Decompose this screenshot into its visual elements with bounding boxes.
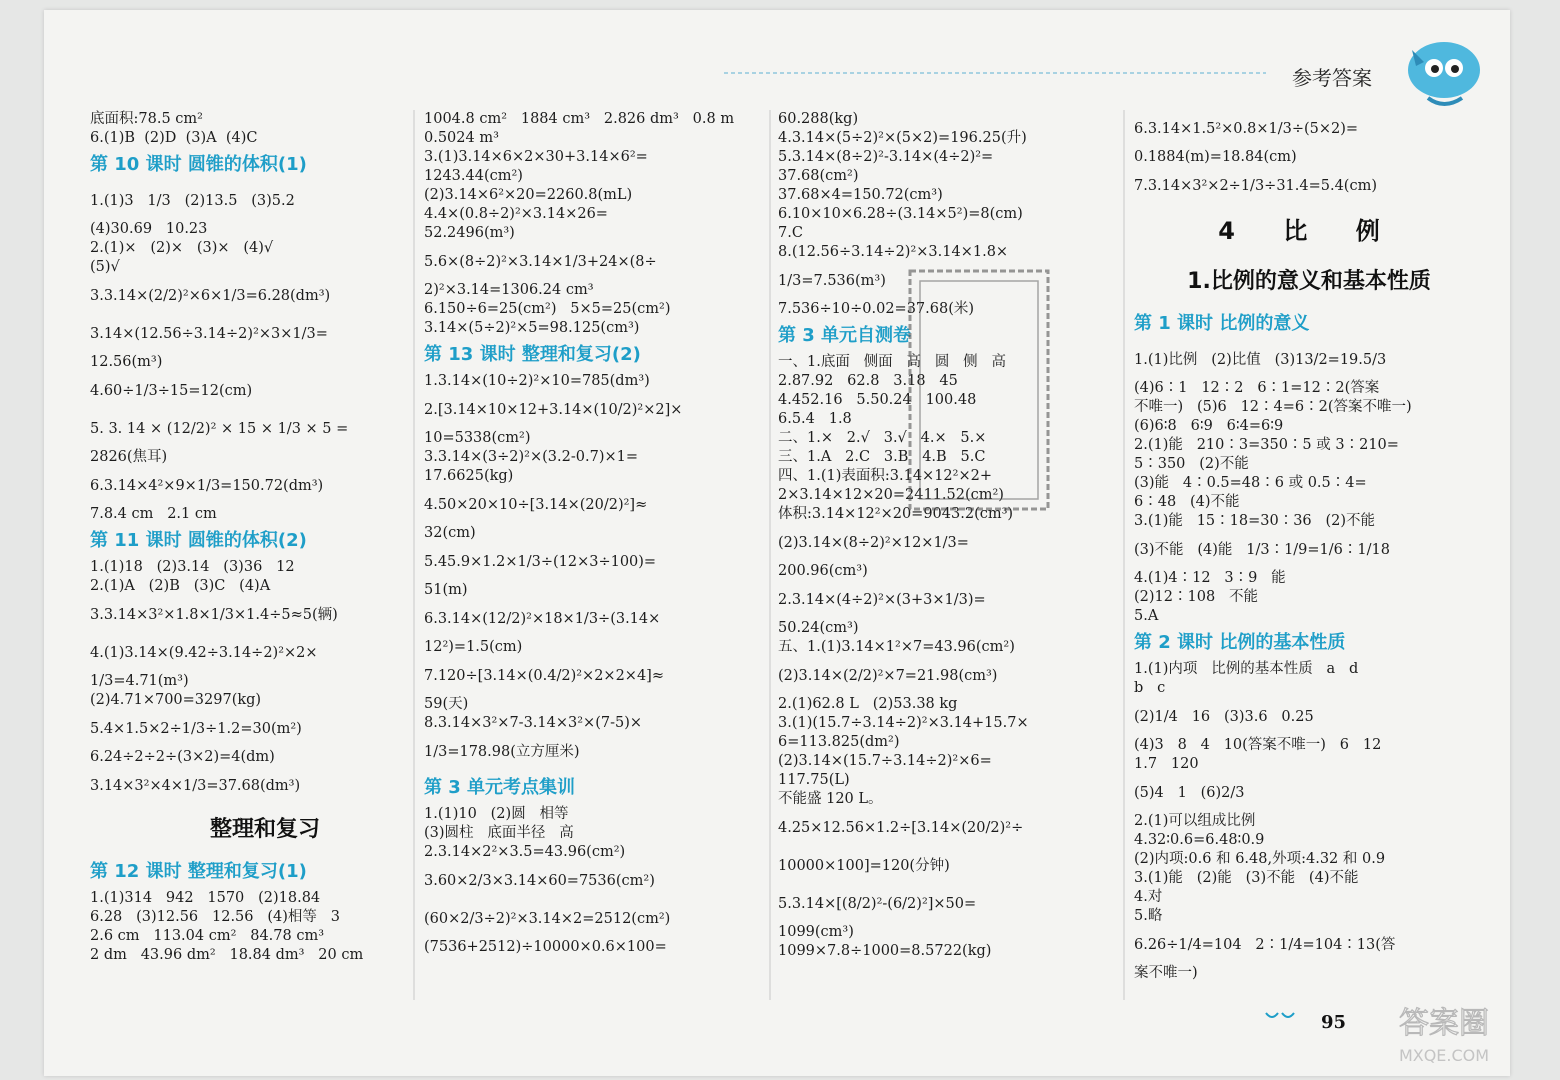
answer-line: 案不唯一) [1134, 965, 1198, 981]
answer-line: 2 dm 43.96 dm² 18.84 dm³ 20 cm [90, 947, 364, 963]
answer-line: 1/3=4.71(m³) [90, 673, 189, 689]
answer-line: (2)3.14×6²×20=2260.8(mL) [424, 187, 633, 203]
answer-line: 2.(1)A (2)B (3)C (4)A [90, 578, 271, 594]
answer-line: 37.68(cm²) [778, 168, 859, 184]
section-title: 1.比例的意义和基本性质 [1187, 269, 1431, 294]
answer-line: 4.60÷1/3÷15=12(cm) [90, 383, 253, 399]
answer-line: 3.14×(12.56÷3.14÷2)²×3×1/3= [90, 326, 328, 342]
answer-line: 1/3=7.536(m³) [778, 273, 886, 289]
answer-line: 10000×100]=120(分钟) [778, 858, 950, 874]
answer-line: (3)能 4∶0.5=48∶6 或 0.5∶4= [1134, 475, 1367, 491]
answer-line: 4.对 [1134, 889, 1163, 905]
answer-line: 5.45.9×1.2×1/3÷(12×3÷100)= [424, 554, 657, 570]
answer-line: 5∶350 (2)不能 [1134, 456, 1249, 472]
answer-line: 5.4×1.5×2÷1/3÷1.2=30(m²) [90, 721, 302, 737]
answer-line: 四、1.(1)表面积:3.14×12²×2+ [778, 468, 992, 484]
answer-line: (60×2/3÷2)²×3.14×2=2512(cm²) [424, 911, 671, 927]
answer-line: 6.10×10×6.28÷(3.14×5²)=8(cm) [778, 206, 1023, 222]
watermark-logo [1374, 995, 1510, 1070]
answer-line: 10=5338(cm²) [424, 430, 531, 446]
answer-line: 4.(1)4∶12 3∶9 能 [1134, 570, 1286, 586]
answer-line: 59(天) [424, 696, 469, 712]
lesson-heading: 第 13 课时 整理和复习(2) [424, 344, 641, 365]
answer-line: 117.75(L) [778, 772, 850, 788]
answer-line: 6.(1)B (2)D (3)A (4)C [90, 130, 258, 146]
answer-line: (2)3.14×(15.7÷3.14÷2)²×6= [778, 753, 992, 769]
page-number: 95 [1321, 1012, 1347, 1033]
answer-line: 50.24(cm³) [778, 620, 859, 636]
answer-line: 51(m) [424, 582, 468, 598]
answer-line: 17.6625(kg) [424, 468, 514, 484]
answer-line: 2826(焦耳) [90, 449, 168, 465]
lesson-heading: 第 11 课时 圆锥的体积(2) [90, 530, 307, 551]
answer-column-1 [90, 110, 440, 965]
answer-line: 3.(1)3.14×6×2×30+3.14×6²= [424, 149, 648, 165]
answer-line: 1243.44(cm²) [424, 168, 523, 184]
answer-line: 1.(1)18 (2)3.14 (3)36 12 [90, 559, 295, 575]
answer-line: 2.(1)62.8 L (2)53.38 kg [778, 696, 958, 712]
answer-line: (4)3 8 4 10(答案不唯一) 6 12 [1134, 737, 1382, 753]
answer-line: 6.26÷1/4=104 2∶1/4=104∶13(答 [1134, 937, 1396, 953]
lesson-heading: 第 12 课时 整理和复习(1) [90, 861, 307, 882]
answer-line: (2)12∶108 不能 [1134, 589, 1258, 605]
answer-line: 底面积:78.5 cm² [90, 111, 203, 127]
answer-line: 6.3.14×(12/2)²×18×1/3÷(3.14× [424, 611, 661, 627]
answer-line: 体积:3.14×12²×20=9043.2(cm³) [778, 506, 1014, 522]
unit-title: 4 比 例 [1218, 217, 1400, 245]
lesson-heading: 第 2 课时 比例的基本性质 [1134, 632, 1346, 653]
answer-line: (5)√ [90, 259, 120, 275]
answer-line: 5.6×(8÷2)²×3.14×1/3+24×(8÷ [424, 254, 657, 270]
answer-line: 52.2496(m³) [424, 225, 515, 241]
answer-line: 3.(1)能 15∶18=30∶36 (2)不能 [1134, 513, 1376, 529]
answer-line: (2)3.14×(8÷2)²×12×1/3= [778, 535, 969, 551]
answer-line: 2.3.14×2²×3.5=43.96(cm²) [424, 844, 626, 860]
answer-line: 三、1.A 2.C 3.B 4.B 5.C [778, 449, 986, 465]
answer-line: 1.(1)10 (2)圆 相等 [424, 806, 569, 822]
answer-line: 6∶48 (4)不能 [1134, 494, 1240, 510]
answer-line: 7.3.14×3²×2÷1/3÷31.4=5.4(cm) [1134, 178, 1377, 194]
answer-line: 2.(1)可以组成比例 [1134, 813, 1256, 829]
answer-line: 0.5024 m³ [424, 130, 499, 146]
answer-line: 1.(1)3 1/3 (2)13.5 (3)5.2 [90, 193, 295, 209]
answer-line: 一、1.底面 侧面 高 圆 侧 高 [778, 354, 1006, 370]
answer-line: 2.(1)能 210∶3=350∶5 或 3∶210= [1134, 437, 1399, 453]
answer-line: 3.14×(5÷2)²×5=98.125(cm³) [424, 320, 640, 336]
answer-line: 5.3.14×[(8/2)²-(6/2)²]×50= [778, 896, 977, 912]
answer-line: 6.28 (3)12.56 12.56 (4)相等 3 [90, 909, 340, 925]
answer-line: (3)圆柱 底面半径 高 [424, 825, 574, 841]
answer-line: 37.68×4=150.72(cm³) [778, 187, 943, 203]
answer-line: 1.(1)比例 (2)比值 (3)13/2=19.5/3 [1134, 352, 1387, 368]
answer-line: 五、1.(1)3.14×1²×7=43.96(cm²) [778, 639, 1015, 655]
answer-line: 5.略 [1134, 908, 1163, 924]
answer-line: 0.1884(m)=18.84(cm) [1134, 149, 1297, 165]
section-title: 整理和复习 [209, 817, 320, 842]
answer-line: 60.288(kg) [778, 111, 859, 127]
answer-line: 不唯一) (5)6 12∶4=6∶2(答案不唯一) [1134, 399, 1412, 415]
answer-line: 7.C [778, 225, 803, 241]
answer-line: (4)30.69 10.23 [90, 221, 208, 237]
library-stamp [904, 265, 1054, 515]
answer-line: 3.14×3²×4×1/3=37.68(dm³) [90, 778, 301, 794]
mascot-icon [1408, 42, 1480, 104]
answer-line: (2)4.71×700=3297(kg) [90, 692, 262, 708]
answer-line: b c [1134, 680, 1166, 696]
answer-line: (6)6∶8 6∶9 6∶4=6∶9 [1134, 418, 1284, 434]
answer-line: 6.3.14×4²×9×1/3=150.72(dm³) [90, 478, 324, 494]
answer-line: 200.96(cm³) [778, 563, 868, 579]
answer-line: 不能盛 120 L。 [778, 791, 883, 807]
answer-line: 2×3.14×12×20=2411.52(cm²) [778, 487, 1004, 503]
answer-line: 3.3.14×3²×1.8×1/3×1.4÷5≈5(辆) [90, 607, 338, 623]
answer-page [44, 10, 1510, 1076]
answer-line: 7.536÷10÷0.02=37.68(米) [778, 301, 975, 317]
answer-line: (7536+2512)÷10000×0.6×100= [424, 939, 667, 955]
answer-line: 1/3=178.98(立方厘米) [424, 744, 580, 760]
answer-line: 1.3.14×(10÷2)²×10=785(dm³) [424, 373, 650, 389]
answer-line: 1.(1)内项 比例的基本性质 a d [1134, 661, 1359, 677]
answer-line: 7.8.4 cm 2.1 cm [90, 506, 217, 522]
answer-line: 2.(1)× (2)× (3)× (4)√ [90, 240, 274, 256]
answer-line: 4.25×12.56×1.2÷[3.14×(20/2)²÷ [778, 820, 1024, 836]
svg-text:答案圈: 答案圈 [1399, 1006, 1489, 1041]
answer-line: 4.50×20×10÷[3.14×(20/2)²]≈ [424, 497, 648, 513]
answer-line: 1004.8 cm² 1884 cm³ 2.826 dm³ 0.8 m [424, 111, 735, 127]
answer-line: 8.3.14×3²×7-3.14×3²×(7-5)× [424, 715, 643, 731]
answer-line: 3.60×2/3×3.14×60=7536(cm²) [424, 873, 655, 889]
answer-line: 3.(1)能 (2)能 (3)不能 (4)不能 [1134, 870, 1359, 886]
answer-line: 1099(cm³) [778, 924, 854, 940]
answer-line: 32(cm) [424, 525, 476, 541]
answer-line: (2)3.14×(2/2)²×7=21.98(cm³) [778, 668, 998, 684]
answer-line: 4.32∶0.6=6.48∶0.9 [1134, 832, 1265, 848]
answer-column-2 [424, 110, 774, 957]
answer-line: 2)²×3.14=1306.24 cm³ [424, 282, 594, 298]
answer-line: 5.A [1134, 608, 1159, 624]
answer-line: 6.150÷6=25(cm²) 5×5=25(cm²) [424, 301, 671, 317]
answer-line: 1.(1)314 942 1570 (2)18.84 [90, 890, 321, 906]
answer-line: 3.3.14×(2/2)²×6×1/3=6.28(dm³) [90, 288, 331, 304]
answer-line: 4.452.16 5.50.24 100.48 [778, 392, 977, 408]
header-title: 参考答案 [1292, 66, 1372, 90]
answer-line: 8.(12.56÷3.14÷2)²×3.14×1.8× [778, 244, 1009, 260]
lesson-heading: 第 3 单元自测卷 [778, 325, 912, 346]
lesson-heading: 第 3 单元考点集训 [424, 777, 576, 798]
answer-line: 5. 3. 14 × (12/2)² × 15 × 1/3 × 5 = [90, 421, 349, 437]
answer-line: 二、1.× 2.√ 3.√ 4.× 5.× [778, 430, 987, 446]
answer-line: (2)内项:0.6 和 6.48,外项:4.32 和 0.9 [1134, 851, 1386, 867]
answer-line: 2.[3.14×10×12+3.14×(10/2)²×2]× [424, 402, 683, 418]
answer-line: 6=113.825(dm²) [778, 734, 900, 750]
answer-line: 3.3.14×(3÷2)²×(3.2-0.7)×1= [424, 449, 639, 465]
answer-line: 6.3.14×1.5²×0.8×1/3÷(5×2)= [1134, 121, 1359, 137]
answer-line: 1.7 120 [1134, 756, 1199, 772]
answer-line: 4.4×(0.8÷2)²×3.14×26= [424, 206, 608, 222]
answer-line: 4.3.14×(5÷2)²×(5×2)=196.25(升) [778, 130, 1027, 146]
lesson-heading: 第 10 课时 圆锥的体积(1) [90, 154, 307, 175]
answer-line: (3)不能 (4)能 1/3∶1/9=1/6∶1/18 [1134, 542, 1390, 558]
answer-line: 5.3.14×(8÷2)²-3.14×(4÷2)²= [778, 149, 994, 165]
answer-line: (4)6∶1 12∶2 6∶1=12∶2(答案 [1134, 380, 1380, 396]
answer-line: 6.24÷2÷2÷(3×2)=4(dm) [90, 749, 275, 765]
answer-line: 2.6 cm 113.04 cm² 84.78 cm³ [90, 928, 325, 944]
answer-line: 4.(1)3.14×(9.42÷3.14÷2)²×2× [90, 645, 318, 661]
answer-line: 1099×7.8÷1000=8.5722(kg) [778, 943, 992, 959]
answer-line: (5)4 1 (6)2/3 [1134, 785, 1245, 801]
answer-line: 12²)=1.5(cm) [424, 639, 523, 655]
answer-line: 6.5.4 1.8 [778, 411, 852, 427]
answer-line: 7.120÷[3.14×(0.4/2)²×2×2×4]≈ [424, 668, 664, 684]
svg-text:MXQE.COM: MXQE.COM [1398, 1046, 1490, 1065]
answer-line: 3.(1)(15.7÷3.14÷2)²×3.14+15.7× [778, 715, 1029, 731]
answer-line: (2)1/4 16 (3)3.6 0.25 [1134, 709, 1314, 725]
answer-line: 2.87.92 62.8 3.18 45 [778, 373, 958, 389]
answer-line: 2.3.14×(4÷2)²×(3+3×1/3)= [778, 592, 986, 608]
answer-line: 12.56(m³) [90, 354, 163, 370]
answer-column-4 [1134, 110, 1484, 983]
lesson-heading: 第 1 课时 比例的意义 [1134, 313, 1310, 334]
answer-column-3 [778, 110, 1128, 961]
